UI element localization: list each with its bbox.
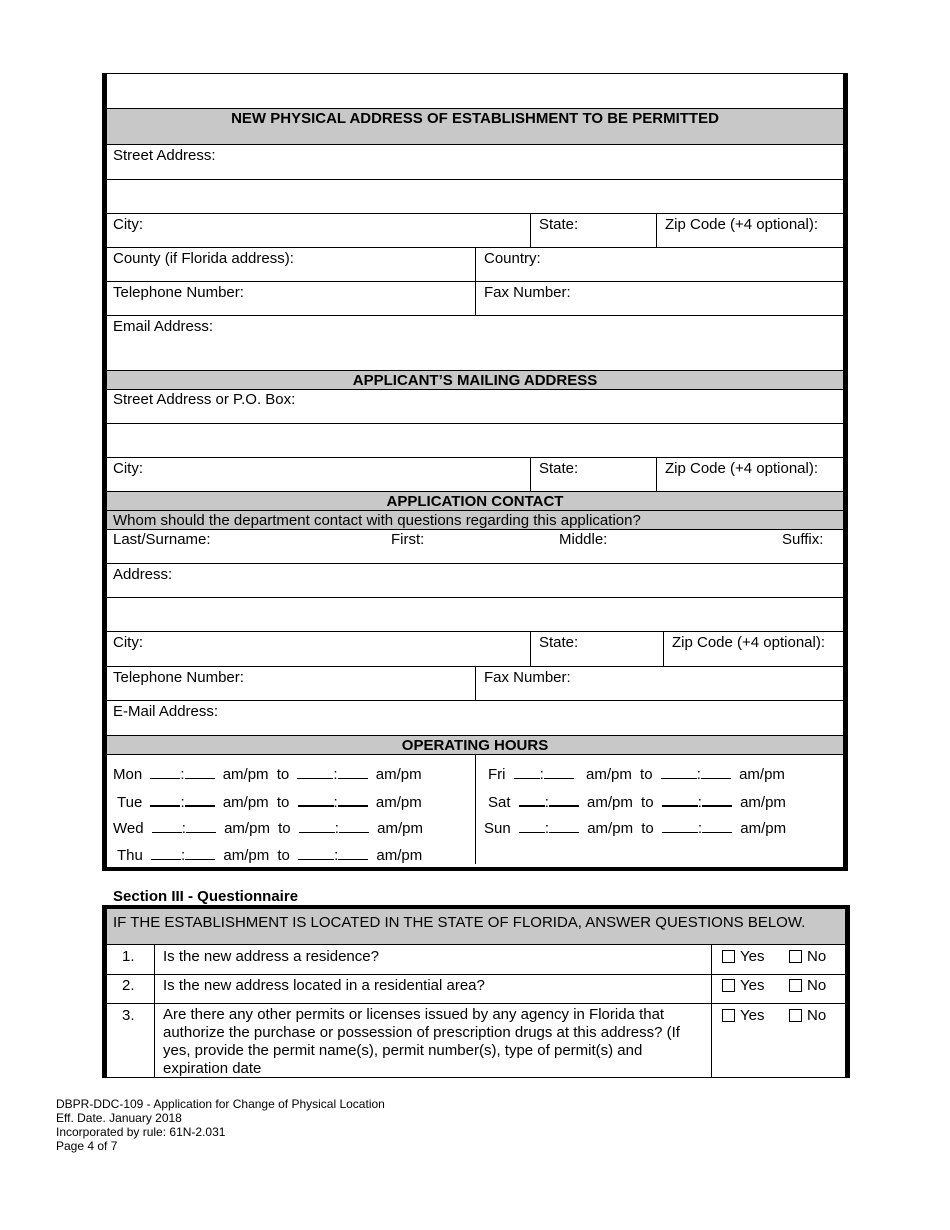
contact-telephone-label: Telephone Number: <box>113 669 244 686</box>
day-label: Fri <box>488 766 506 783</box>
hours-row-tue: Tue : am/pm to : am/pm <box>117 794 422 811</box>
day-label: Tue <box>117 794 143 811</box>
hours-row-thu: Thu : am/pm to : am/pm <box>117 847 423 864</box>
footer-eff-date: Eff. Date. January 2018 <box>56 1111 182 1125</box>
question-number: 2. <box>122 977 135 994</box>
telephone-label: Telephone Number: <box>113 284 244 301</box>
county-label: County (if Florida address): <box>113 250 294 267</box>
question-number: 3. <box>122 1007 135 1024</box>
zip-code-label: Zip Code (+4 optional): <box>665 216 819 233</box>
contact-subtitle: Whom should the department contact with questions regarding this application? <box>113 512 641 529</box>
first-name-label: First: <box>391 531 425 548</box>
question-text: Is the new address located in a residential area? <box>163 977 485 994</box>
street-address-label: Street Address: <box>113 147 216 164</box>
hours-row-wed: Wed : am/pm to : am/pm <box>113 820 423 837</box>
question-text: Is the new address a residence? <box>163 948 379 965</box>
q2-no-option[interactable]: No <box>789 977 826 994</box>
q1-no-option[interactable]: No <box>789 948 826 965</box>
hours-row-sat: Sat : am/pm to : am/pm <box>488 794 786 811</box>
checkbox[interactable] <box>789 979 802 992</box>
contact-fax-label: Fax Number: <box>484 669 571 686</box>
mailing-city-label: City: <box>113 460 143 477</box>
q3-yes-option[interactable]: Yes <box>722 1007 764 1024</box>
mailing-street-label: Street Address or P.O. Box: <box>113 391 296 408</box>
hours-row-sun: Sun : am/pm to : am/pm <box>484 820 787 837</box>
checkbox[interactable] <box>722 979 735 992</box>
hours-row-fri: Fri : am/pm to : am/pm <box>488 766 785 783</box>
day-label: Thu <box>117 847 143 864</box>
footer-page-number: Page 4 of 7 <box>56 1139 118 1153</box>
city-label: City: <box>113 216 143 233</box>
footer-form-id: DBPR-DDC-109 - Application for Change of Physical Location <box>56 1097 385 1111</box>
middle-name-label: Middle: <box>559 531 608 548</box>
q1-yes-option[interactable]: Yes <box>722 948 764 965</box>
checkbox[interactable] <box>722 950 735 963</box>
mailing-zip-label: Zip Code (+4 optional): <box>665 460 819 477</box>
questionnaire-heading: Section III - Questionnaire <box>113 888 299 905</box>
contact-address-label: Address: <box>113 566 173 583</box>
contact-section-title: APPLICATION CONTACT <box>386 493 564 510</box>
day-label: Mon <box>113 766 143 783</box>
q2-yes-option[interactable]: Yes <box>722 977 764 994</box>
q3-no-option[interactable]: No <box>789 1007 826 1024</box>
hours-row-mon: Mon : am/pm to : am/pm <box>113 766 422 783</box>
day-label: Sat <box>488 794 511 811</box>
questionnaire-banner: IF THE ESTABLISHMENT IS LOCATED IN THE STATE OF FLORIDA, ANSWER QUESTIONS BELOW. <box>113 914 806 931</box>
day-label: Wed <box>113 820 144 837</box>
address-section-title: NEW PHYSICAL ADDRESS OF ESTABLISHMENT TO BE PERMITTED <box>231 110 719 127</box>
mailing-state-label: State: <box>539 460 579 477</box>
contact-email-label: E-Mail Address: <box>113 703 219 720</box>
contact-city-label: City: <box>113 634 143 651</box>
country-label: Country: <box>484 250 541 267</box>
fax-label: Fax Number: <box>484 284 571 301</box>
checkbox[interactable] <box>722 1009 735 1022</box>
suffix-label: Suffix: <box>782 531 824 548</box>
last-name-label: Last/Surname: <box>113 531 211 548</box>
question-number: 1. <box>122 948 135 965</box>
checkbox[interactable] <box>789 1009 802 1022</box>
day-label: Sun <box>484 820 511 837</box>
question-text: Are there any other permits or licenses issued by any agency in Florida that authorize the purchase or possession of prescription drugs at this address? (If yes, provide the permit name(s), permit number(s), type of permit(s) and expiration date <box>163 1006 680 1077</box>
checkbox[interactable] <box>789 950 802 963</box>
email-label: Email Address: <box>113 318 214 335</box>
state-label: State: <box>539 216 579 233</box>
contact-state-label: State: <box>539 634 579 651</box>
hours-section-title: OPERATING HOURS <box>401 737 549 754</box>
footer-rule: Incorporated by rule: 61N-2.031 <box>56 1125 226 1139</box>
mailing-section-title: APPLICANT’S MAILING ADDRESS <box>352 372 598 389</box>
contact-zip-label: Zip Code (+4 optional): <box>672 634 826 651</box>
